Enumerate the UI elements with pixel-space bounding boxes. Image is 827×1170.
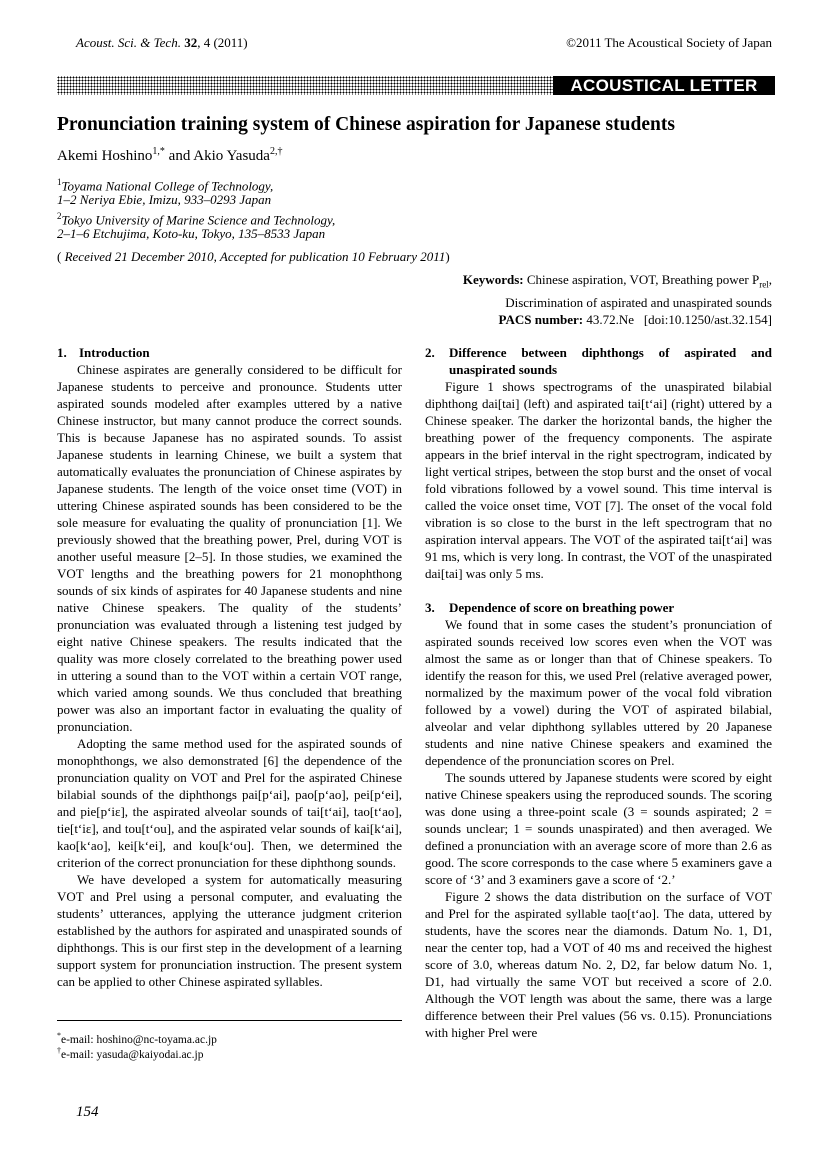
affiliation-line: $^2$Tokyo University of Marine Science and Technology, xyxy=(57,211,336,228)
received-dates: ( Received 21 December 2010, Accepted for publication 10 February 2011) xyxy=(57,249,450,264)
footnote-divider xyxy=(57,1020,402,1021)
affiliation-line: 1–2 Neriya Ebie, Imizu, 933–0293 Japan xyxy=(57,192,272,207)
received-text: Received 21 December 2010, Accepted for publication 10 February 2011 xyxy=(64,249,446,264)
pacs-label: PACS number: xyxy=(498,311,584,327)
paragraph: The sounds uttered by Japanese students were scored by eight native Chinese speakers using the reproduced sounds. The scoring was done using a three-point scale (3 = sounds aspirated; 2 = sounds unclear; 1 = sounds unaspirated) and then averaged. We defined a pronunciation with an average score of more than 2.6 as good. The score corresponds to the case where 5 examiners gave a score of ‘3’ and 3 examiners gave a score of ‘2.’ xyxy=(425,770,772,887)
affiliation-line: $^1$Toyama National College of Technology, xyxy=(57,177,274,194)
paragraph: Figure 1 shows spectrograms of the unaspirated bilabial diphthong dai[tai] (left) and aspirated tai[t‘ai] (right) uttered by a Chinese speaker. The darker the horizontal bands, the higher the breathing power of the frequency components. The aspirate appears in the brief interval in the right spectrogram, indicated by light vertical stripes, between the stop burst and the onset of vocal fold vibrations followed by a vowel sound. This time interval is called the voice onset time, VOT [7]. The onset of the vocal fold vibration is so close to the burst in the left spectrogram that no aspiration interval appears. The VOT of the aspirated tai[t‘ai] was 91 ms, which is very long. In contrast, the VOT of the unaspirated dai[tai] was only 5 ms. xyxy=(425,379,772,581)
journal-volume: 32 xyxy=(184,35,198,50)
author-name: Akemi Hoshino xyxy=(57,148,153,164)
page-number: 154 xyxy=(76,1104,99,1120)
paragraph: Figure 2 shows the data distribution on the surface of VOT and Prel for the aspirated syllable tao[t‘ao]. The data, uttered by students, have the scores near the diamonds. Datum No. 1, D1, near the center top, had a VOT of 40 ms and received the highest score of 3.0, whereas datum No. 2, D2, far below datum No. 1, D1, had virtually the same VOT but received a score of 2.0. Although the VOT length was about the same, there was a large difference between their Prel values (56 vs. 0.15). Pronunciations with higher Prel were xyxy=(425,889,772,1040)
keywords-line: Discrimination of aspirated and unaspirated sounds xyxy=(505,294,772,310)
pacs-value: 43.72.Ne xyxy=(586,311,635,327)
footnote: *e-mail: hoshino@nc-toyama.ac.jp xyxy=(57,1031,217,1046)
section-heading: 1. Introduction xyxy=(57,345,150,360)
author-line xyxy=(57,146,282,165)
copyright-notice: ©2011 The Acoustical Society of Japan xyxy=(566,35,772,50)
journal-issue-year: , 4 (2011) xyxy=(197,35,248,50)
keywords-block xyxy=(402,271,772,328)
doi: [doi:10.1250/ast.32.154] xyxy=(643,311,772,327)
author-conjunction: and xyxy=(164,148,194,164)
banner-label: ACOUSTICAL LETTER xyxy=(553,76,775,95)
author-superscript: 2,† xyxy=(269,146,283,157)
affiliation-line: 2–1–6 Etchujima, Koto-ku, Tokyo, 135–8533 Japan xyxy=(57,226,326,241)
section-heading: 3. Dependence of score on breathing power xyxy=(425,600,675,615)
author-superscript: 1,* xyxy=(152,146,165,157)
journal-name: Acoust. Sci. & Tech. xyxy=(76,35,181,50)
paragraph: Adopting the same method used for the aspirated sounds of monophthongs, we also demonstrated [6] the dependence of the pronunciation quality on VOT and Prel for the aspirated Chinese bilabial sounds of the diphthongs pai[p‘ai], pao[p‘ao], pei[p‘ei], and pie[p‘iɛ], the aspirated alveolar sounds of tai[t‘ai], tao[t‘ao], tie[t‘iɛ], and tou[t‘ou], and the aspirated velar sounds of kai[k‘ai], kao[k‘ao], kei[k‘ei], and kou[k‘ou]. Then, we determined the criterion of the correct pronunciation for these diphthong sounds. xyxy=(57,736,402,870)
paragraph: Chinese aspirates are generally considered to be difficult for Japanese students to perceive and pronounce. Students utter aspirated sounds modeled after examples uttered by a native Chinese instructor, but many cannot produce the correct sounds. This is because Japanese has no aspirated sounds. To assist Japanese students in learning Chinese, we built a system that automatically evaluates the pronunciation of Chinese aspirates by Japanese students. The length of the voice onset time (VOT) in uttering Chinese aspirated sounds has been considered to be the sole measure for evaluating the quality of pronunciation [1]. We previously showed that the breathing power, Prel, during VOT is another useful measure [2–5]. In those studies, we examined the VOT lengths and the breathing powers for 21 monophthong sounds of six kinds of aspirates for 40 Japanese students and nine native Chinese speakers. The quality of the students’ pronunciation was evaluated through a listening test judged by eight native Chinese speakers. The results indicated that the quality was more closely correlated to the breathing power used in uttering a sound than to the VOT within a certain VOT range, which varied among sounds. We thus concluded that breathing power was also an important factor in evaluating the quality of pronunciation. xyxy=(57,362,402,734)
pacs-line xyxy=(402,311,772,328)
left-column xyxy=(57,344,402,990)
paragraph: We have developed a system for automatically measuring VOT and Prel using a personal computer, and evaluating the students’ utterances, applying the utterance judgment criterion established by the authors for aspirated and unaspirated sounds of diphthongs. This is our first step in the development of a learning support system for pronunciation instruction. The present system can be applied to other Chinese aspirated syllables. xyxy=(57,872,402,989)
article-title: Pronunciation training system of Chinese aspiration for Japanese students xyxy=(57,114,675,135)
keywords-line: Keywords: Chinese aspiration, VOT, Breathing power $P_{rel}$, xyxy=(462,272,772,290)
footnote: †e-mail: yasuda@kaiyodai.ac.jp xyxy=(57,1046,204,1061)
journal-citation xyxy=(76,35,248,51)
section-heading: 2. Difference between diphthongs of aspirated and unaspirated sounds xyxy=(425,345,772,377)
article-type-banner xyxy=(57,76,775,95)
paragraph: We found that in some cases the student’s pronunciation of aspirated sounds received low scores even when the VOT was almost the same as or longer than that of Chinese speakers. To identify the reason for this, we used Prel (relative averaged power, normalized by the maximum power of the vocal fold vibration followed by a vowel) during the VOT of aspirated bilabial, alveolar and velar diphthong syllables uttered by 20 Japanese students and nine native Chinese speakers and examined the dependence of the pronunciation scores on Prel. xyxy=(425,617,772,768)
author-name: Akio Yasuda xyxy=(193,148,270,164)
right-column xyxy=(425,344,772,1041)
banner-dot-pattern xyxy=(57,76,553,95)
keywords-label: Keywords: xyxy=(462,272,524,287)
